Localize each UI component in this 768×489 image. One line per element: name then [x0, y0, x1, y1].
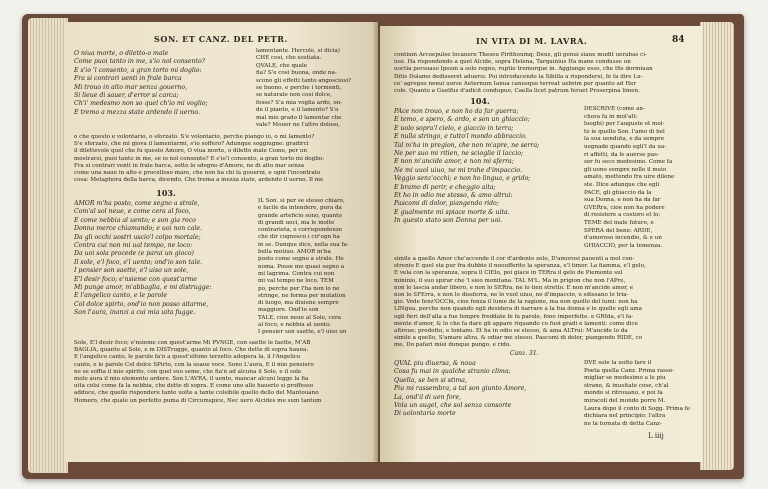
left-page-edges: [28, 18, 68, 473]
right-prose-top: contium Arcoepulse locauere Theseu Pirithoumq; Deus, gli genui siane mudit uerabas ci- iosi. Ha rispondendo a quel Alcide, sopra Helena, Tarquinius Ha mane condusse un uoctia persuaso Ipsum a solo regno, ruptio tremorque in. Aggiunge esso, che Ifis dormiuan Ditis Dolamo dedisseret aduersi. Poi introducendo la Sibilla a rispondersi, fe fa dire Lu- ce' agregus nenui uorse Aeternum Ianua canesque terreat uebrim per quanto ad Her cole. Quanto a Guelfus d'adicit condupuo, Caella licet patrum feruet Proserpina limen.: [394, 52, 653, 95]
right-page-edges: [700, 22, 734, 470]
left-gloss-top: lamentante. Hercole, si dicia) CHE cosi, che sostiata. QVALE, che quale fia? S'e cosi buona, onde na- scono gli effetti tanto angosciosi? se buono, e perche i tormenti, se naturale non cosi dolce, fosse? S'a mia voglia ardo, on- de il pianto, e il lamento? S'a mal mio grado il lamentar che vale? Mouer ne l'altro doloso,: [256, 48, 351, 129]
left-running-header: SON. ET CANZ. DEL PETR.: [154, 34, 288, 44]
left-sonnet-number: 103.: [156, 188, 176, 198]
right-page: [380, 26, 702, 462]
left-gloss-middle: IL Son. si per se stesso chiaro, e facile da intendere, pura da grande arteficio sono, quanto di grandi uoci, ma le molte contrarieta, e corrispondenze che dir cognosco i cir'ogn ha in se. Dunque dice, nella sua fa- bella motiuo. AMOR m'ha posto come segno a strale. He noma. Posse me quasi segno a mi lagrima. Contra cui non mi val tempo ne loco. TEM po, perche per l'ha non lo ne stringe, ne forma per mutation di luogo, ma diuiene sempre maggiore. Ond'io son TALE, cioe neue al Sole, cera al foco, e nebbia al uento. I pensier son saette, e'l uiso un: [258, 198, 349, 336]
canzone-label: Canz. 31.: [510, 350, 539, 357]
page-number: 84: [672, 35, 685, 45]
right-sonnet: PAce non trouo, e non ho da far guerra; E temo, e spero, & ardo, e son un ghiaccio; E uolo sopra'l cielo, e giaccio in terra; E nulla stringo, e tutto'l mondo abbraccio. Tal m'ha in pregion, che non m'apre, ne serra; Ne per suo mi ritien, ne scioglie il laccio; E non m'ancide amor, e non mi sferra; Ne mi uuol uiuo, ne mi trahe d'impaccio. Veggio senz'occhi; e non ho lingua, e grido; E bramo di perir, e cheggio aita; Et ho in odio me stesso, & amo altrui: Pascomi di dolor, piangendo rido; E gualmente mi spiace morte & uita. In questo stato son Donna per uoi.: [394, 108, 540, 225]
right-canzone: QVAL piu diuersa, & noua Cosa fu mai in qualche stranio clima; Quella, se ben si stima, Piu mi rassembra, a tal son giunto Amore, La, ond'il di uen fore, Vola un augel, che sol senza consorte Di uolontaria morte: [394, 360, 527, 418]
right-gloss-bottom: DVE sole la uolto fare il Poeta quella Canz. Prima rasso- migliar se medesimo a le piu strane, & inusitate cose, ch'al mondo si ritrouano, e poi fa miracoli del mondo porre M. Laura dopo il conto di Sogg. Prima fe dichiara nel principio: l'altra ne la tornata di detta Canz-: [584, 360, 691, 427]
signature-mark: L iiij: [648, 432, 664, 440]
left-prose-bottom: Sole, E'l desir foco; e'nsieme con quest'arme Mi PVNGE, con saette le faette, M'AB BAGLIA, quanto al Sole, e m DISTrugge, quanto al foco. Che dette di sopra hauea. E l'angelico canto, le parole fa'n a quest'ultimo terzetto adopera la, il l'Angelico canto, e le parole Col dolce SPirto, con la soaue voce. Sono L'aura, E il mio pensiero ne se soffia il mio spirito, con quel suo seme, che fia'n ad alcuna il Sole, e il sole mole aura il mio elemento ardere. Son L'AVRA, il uento, mancar alcuni legge la fia uita colsi come fa la nebbia, che dette di sopra. E come uno alle hauerlo si proffesso adduce, che quello rispondere tante uolte a tante colsibile quello dello del Mantouano Homero, che quale un perfetto puma di Circumspice, Nec uero Alcides me sum tantum: [74, 340, 322, 404]
left-verse-top: O niua morte, o diletto-o male Come puoi tanto in me, s'io nol consento? E s'io 'l consento, a gran torto mi doglio: Fra si contrari uenti in frale barca Mi trouo in alto mar senza gouerno, Si lieue di sauer, d'error si carca; Ch'i' medesmo non so quel ch'io mi voglio; E tremo a mezza state ardendo il uerno.: [74, 50, 208, 116]
right-running-header: IN VITA DI M. LAVRA.: [476, 36, 588, 46]
right-sonnet-number: 104.: [470, 96, 490, 106]
left-prose-middle: o che questo e volontario, o sforzato. S'e volontario, perche piango io, o mi lamento? S'e sforzato, che mi giova il lamentarmi, s'io soffero? Adunque soggiugne: gradirci il dilettevole quel che fu questo Amore, O viua morte, o diletto male Come, per un mostrarsi, puoi tanto in me, se io nol consento? E s'io'l consento, a gran torto mi doglio: Fra si contrari venti in frale barca, sotto lo sdegno d'Amore, ne di alto mar senza come una naue in alto e procelloso mare, che non ha chi la gouerni, e ogni l'incontrato cosa: Metaphora della barca, dicendo, Che trema a mezza state, ardendo il uerno. Il me: [74, 134, 325, 184]
left-sonnet: AMOR m'ha posto, come segno a strale, Com'al sol neue, e come cera al foco, E come nebbia al uento; e son gia roco Donna merce chiamando; e uoi non cale. Da gli occhi uostri uscio'l colpo mortale; Contra cui non mi ual tempo, ne loco: Da uoi sola procede (e parui un gioco) Il sole, e'l foco, e'l uento; ond'io son tale. I pensier son saette, e'l uiso un sole, E'l desir foco; e'nsieme con quest'arme Mi punge amor, m'abbaglia, e mi distrugge: E l'angelico canto, e le parole Col dolce spirto, ond'io non posso aitarme, Son l'aura, inanzi a cui mia uita fugge.: [74, 200, 212, 317]
left-page: [66, 22, 378, 462]
right-prose-middle: simile a quello Amor che'accende il cor d'ardente zelo, D'amorosi pauenti a mol con- strenio E quel sta pur fra dubbio il nuoufferito la speranza, e'l timor. La fiamma, e'l gelo, E vela con la speranza, sopra il CIElo, poi giace in TERra il gelo de Piemonte sul mininio, il suo spirar che 'l sieo monitana. TAL M'L. Ma in prigion che non l'APre, non lo lascia andar libero, e non lo SERra, ne lo tien stretto. E non m'ancide amor, e non lo SFErra, e non lo dissferra, ne lo vuol uiuo, ne d'impaccio, e sdissano lo tria- gio. Vede fenz'OCChi, cioe fenza il lume de la ragione, ma non quello del lumi: non ha LINgua, perche non quando egli desidera di narrare a la fua donna e le quelle egli ama ogli fieri dell'alla a fue fempre freddate fe fa parole, fono imperfette. e GRIda, e'l fa- mente d'amor, & lo che fa dare gli appare riquando co fuoi gradi e lamenti: come dice altroue; prodotto, e lontano. Et ha in odio se stesso, & ama ALTrui: M'ancide lo da simile a quello, S'amare altra, & odiar me stesso. Pascomi di dolor, piangendo RIDE, co me, Do pafari miei dunque pungo, e rido.: [394, 256, 646, 349]
right-gloss-top: DESCRIVE (come an- chora fa in mol'alt- luoghi) per l'auguste et mol- to ie quello Son. l'amo di bel la sua uenduta, e da sempre uegnade quando egli'l da ua- ri affetti, da le auerse pas- ser fu seco medesimo. Come fa gli uono sempre nelle il meio amato, mettendo fra uire dilene ste. Dice adunque che egli PACE, gli ghiaccio da la sua Donna, e non ha da far GVERra, cioe non ha podere di resistere a costoro et lo; TEME del male futuro, e SPERA del bene: ARDE, d'amoroso incendio, & e un GHIACCIO, per la temenza.: [584, 106, 675, 249]
